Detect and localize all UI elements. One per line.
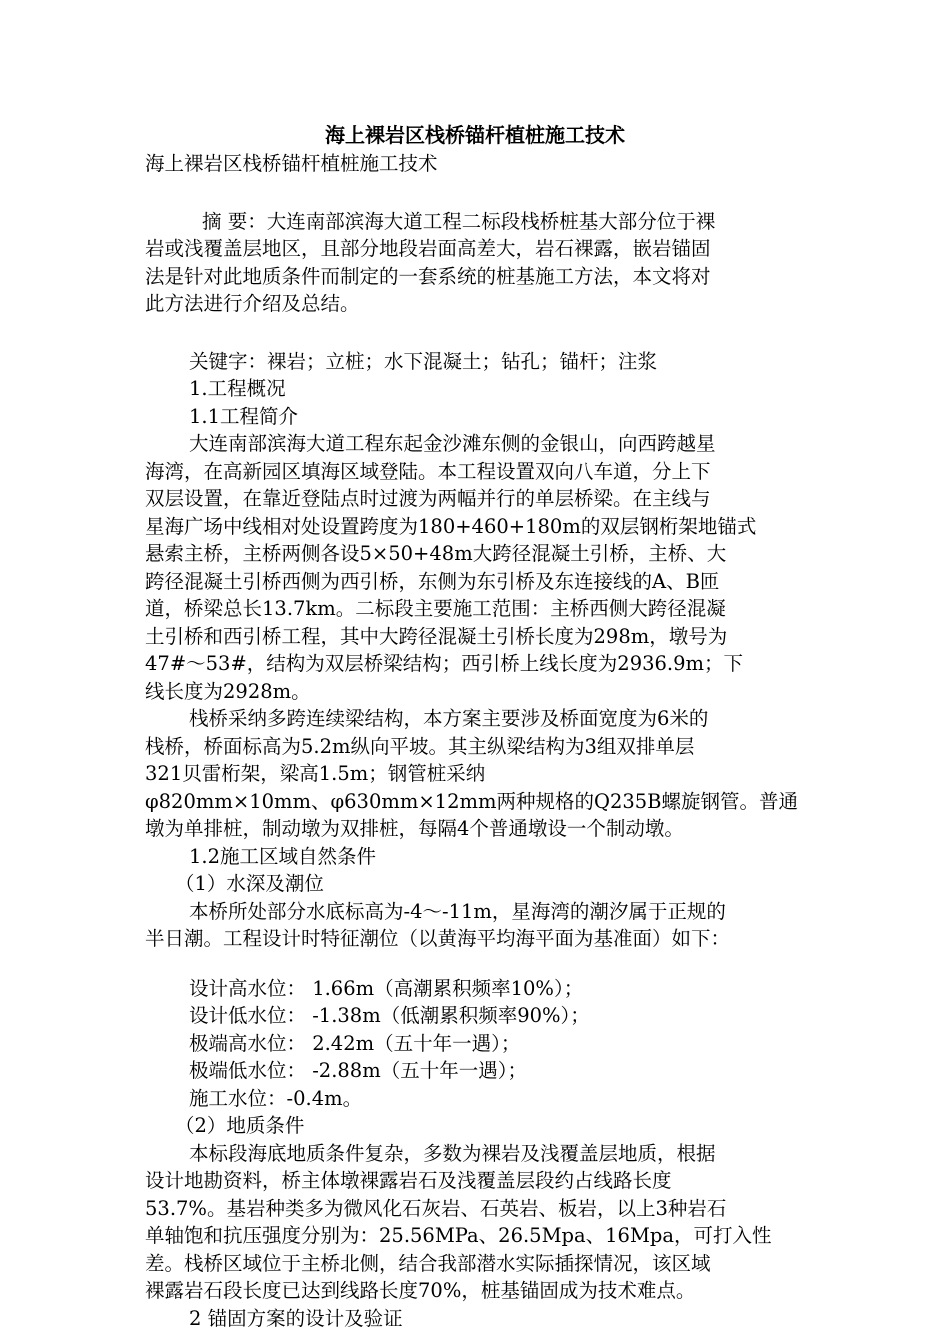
heading-1-1: 1.1工程简介 bbox=[189, 404, 299, 428]
abstract-line: 摘 要：大连南部滨海大道工程二标段栈桥桩基大部分位于裸 bbox=[202, 209, 716, 233]
tide-level-line: 极端低水位： -2.88m（五十年一遇）； bbox=[189, 1059, 527, 1082]
keywords: 关键字：裸岩；立桩；水下混凝土；钻孔；锚杆；注浆 bbox=[189, 349, 658, 373]
tide-level-line: 施工水位：-0.4m。 bbox=[189, 1086, 363, 1110]
paragraph-line: 墩为单排桩，制动墩为双排桩，每隔4个普通墩设一个制动墩。 bbox=[145, 817, 684, 840]
paragraph-line: 栈桥采纳多跨连续梁结构，本方案主要涉及桥面宽度为6米的 bbox=[189, 707, 709, 730]
paragraph-line: 大连南部滨海大道工程东起金沙滩东侧的金银山，向西跨越星 bbox=[189, 432, 716, 455]
heading-1-2-1: （1）水深及潮位 bbox=[175, 872, 324, 895]
document-subtitle: 海上裸岩区栈桥锚杆植桩施工技术 bbox=[145, 152, 438, 175]
paragraph-line: φ820mm×10mm、φ630mm×12mm两种规格的Q235B螺旋钢管。普通 bbox=[145, 789, 799, 813]
paragraph-line: 半日潮。工程设计时特征潮位（以黄海平均海平面为基准面）如下： bbox=[145, 927, 731, 950]
document-body bbox=[145, 150, 805, 1332]
heading-1: 1.工程概况 bbox=[189, 377, 286, 400]
heading-1-2-2: （2）地质条件 bbox=[175, 1114, 305, 1137]
paragraph-line: 道，桥梁总长13.7km。二标段主要施工范围：主桥西侧大跨径混凝 bbox=[145, 597, 726, 620]
paragraph-line: 悬索主桥，主桥两侧各设5×50+48m大跨径混凝土引桥，主桥、大 bbox=[145, 542, 727, 565]
heading-2: 2 锚固方案的设计及验证 bbox=[189, 1306, 403, 1330]
paragraph-line: 栈桥，桥面标高为5.2m纵向平坡。其主纵梁结构为3组双排单层 bbox=[145, 734, 695, 758]
abstract-line: 岩或浅覆盖层地区，且部分地段岩面高差大，岩石裸露，嵌岩锚固 bbox=[145, 237, 711, 260]
paragraph-line: 单轴饱和抗压强度分别为：25.56MPa、26.5Mpa、16Mpa，可打入性 bbox=[145, 1224, 772, 1247]
paragraph-line: 47#～53#，结构为双层桥梁结构；西引桥上线长度为2936.9m；下 bbox=[145, 652, 744, 675]
paragraph-line: 线长度为2928m。 bbox=[145, 679, 311, 703]
paragraph-line: 设计地勘资料，桥主体墩裸露岩石及浅覆盖层段约占线路长度 bbox=[145, 1169, 672, 1192]
paragraph-line: 本桥所处部分水底标高为-4～-11m，星海湾的潮汐属于正规的 bbox=[189, 899, 726, 923]
paragraph-line: 53.7%。基岩种类多为微风化石灰岩、石英岩、板岩，以上3种岩石 bbox=[145, 1196, 727, 1220]
tide-level-line: 极端高水位： 2.42m（五十年一遇）； bbox=[189, 1031, 521, 1055]
abstract-line: 此方法进行介绍及总结。 bbox=[145, 292, 360, 315]
paragraph-line: 321贝雷桁架，梁高1.5m；钢管桩采纳 bbox=[145, 762, 486, 785]
paragraph-line: 双层设置，在靠近登陆点时过渡为两幅并行的单层桥梁。在主线与 bbox=[145, 487, 711, 510]
paragraph-line: 差。栈桥区域位于主桥北侧，结合我部潜水实际插探情况，该区域 bbox=[145, 1251, 711, 1275]
paragraph-line: 海湾，在高新园区填海区域登陆。本工程设置双向八车道，分上下 bbox=[145, 459, 711, 483]
document-title: 海上裸岩区栈桥锚杆植桩施工技术 bbox=[325, 123, 625, 147]
paragraph-line: 土引桥和西引桥工程，其中大跨径混凝土引桥长度为298m，墩号为 bbox=[145, 624, 728, 648]
paragraph-line: 星海广场中线相对处设置跨度为180+460+180m的双层钢桁架地锚式 bbox=[145, 514, 757, 538]
abstract-line: 法是针对此地质条件而制定的一套系统的桩基施工方法，本文将对 bbox=[145, 264, 711, 288]
paragraph-line: 裸露岩石段长度已达到线路长度70%，桩基锚固成为技术难点。 bbox=[145, 1279, 696, 1302]
heading-1-2: 1.2施工区域自然条件 bbox=[189, 844, 377, 868]
paragraph-line: 本标段海底地质条件复杂，多数为裸岩及浅覆盖层地质，根据 bbox=[189, 1141, 716, 1165]
paragraph-line: 跨径混凝土引桥西侧为西引桥，东侧为东引桥及东连接线的A、B匝 bbox=[145, 569, 720, 593]
tide-level-line: 设计低水位： -1.38m（低潮累积频率90%）； bbox=[189, 1004, 590, 1027]
tide-level-line: 设计高水位： 1.66m（高潮累积频率10%）； bbox=[189, 976, 584, 1000]
